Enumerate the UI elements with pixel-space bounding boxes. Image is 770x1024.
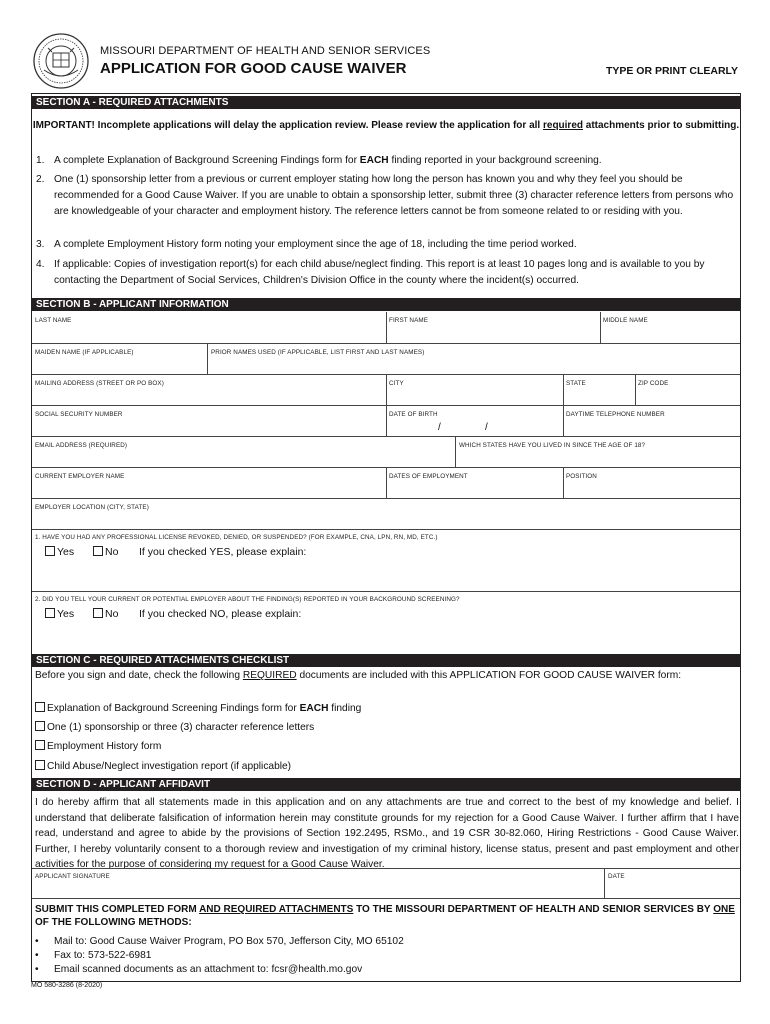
date-label: DATE <box>608 873 625 880</box>
checklist-item-3[interactable]: Employment History form <box>35 739 161 755</box>
phone-label: DAYTIME TELEPHONE NUMBER <box>566 411 665 418</box>
states-lived-label: WHICH STATES HAVE YOU LIVED IN SINCE THE AGE OF 18? <box>459 442 646 449</box>
section-b-heading: SECTION B - APPLICANT INFORMATION <box>32 298 740 311</box>
dob-label: DATE OF BIRTH <box>389 411 438 418</box>
item-number: 4. <box>36 259 45 270</box>
important-notice: IMPORTANT! Incomplete applications will delay the application review. Please review the application for all required attachments prior to submitting. <box>32 120 740 131</box>
submit-method-fax: Fax to: 573-522-6981 <box>54 950 152 961</box>
attachment-item-4: If applicable: Copies of investigation report(s) for each child abuse/neglect finding. This report is at least 10 pages long and is available to you by contacting the Department of Social Services, Children's Division Office in the county where the incident(s) occurred. <box>54 259 705 286</box>
checklist-checkbox[interactable] <box>35 760 45 770</box>
attachment-item-2: One (1) sponsorship letter from a previous or current employer stating how long the person has known you and why they feel you should be recommended for a Good Cause Waiver. If you are unable to obtain a sponsorship letter, submit three (3) character reference letters from persons who are knowledgeable of your character and employment history. The reference letters cannot be from someone related to or residing with you. <box>54 174 734 217</box>
city-label: CITY <box>389 380 404 387</box>
question-1-label: 1. HAVE YOU HAD ANY PROFESSIONAL LICENSE REVOKED, DENIED, OR SUSPENDED? (FOR EXAMPLE, CNA, LPN, RN, MD, ETC.) <box>35 534 438 541</box>
prior-names-label: PRIOR NAMES USED (IF APPLICABLE, LIST FIRST AND LAST NAMES) <box>211 349 425 356</box>
checklist-item-4[interactable]: Child Abuse/Neglect investigation report (if applicable) <box>35 759 291 775</box>
checklist-checkbox[interactable] <box>35 702 45 712</box>
q2-no-checkbox[interactable] <box>93 608 103 618</box>
item-number: 3. <box>36 239 45 250</box>
q2-yes-option[interactable]: Yes <box>45 606 74 622</box>
q2-no-option[interactable]: No <box>93 606 118 622</box>
mailing-address-label: MAILING ADDRESS (STREET OR PO BOX) <box>35 380 164 387</box>
item-number: 2. <box>36 174 45 185</box>
q1-no-option[interactable]: No <box>93 544 118 560</box>
zip-code-label: ZIP CODE <box>638 380 669 387</box>
q1-no-checkbox[interactable] <box>93 546 103 556</box>
section-d-heading: SECTION D - APPLICANT AFFIDAVIT <box>32 778 740 791</box>
position-label: POSITION <box>566 473 597 480</box>
ssn-label: SOCIAL SECURITY NUMBER <box>35 411 123 418</box>
form-number: MO 580-3286 (8-2020) <box>31 982 103 989</box>
checklist-item-1[interactable]: Explanation of Background Screening Findings form for EACH finding <box>35 701 361 717</box>
submit-method-mail: Mail to: Good Cause Waiver Program, PO Box 570, Jefferson City, MO 65102 <box>54 936 404 947</box>
middle-name-label: MIDDLE NAME <box>603 317 648 324</box>
first-name-label: FIRST NAME <box>389 317 429 324</box>
employer-label: CURRENT EMPLOYER NAME <box>35 473 125 480</box>
section-a-heading: SECTION A - REQUIRED ATTACHMENTS <box>32 96 740 109</box>
attachment-item-3: A complete Employment History form noting your employment since the age of 18, including the time period worked. <box>54 239 577 250</box>
checklist-checkbox[interactable] <box>35 721 45 731</box>
question-2-label: 2. DID YOU TELL YOUR CURRENT OR POTENTIAL EMPLOYER ABOUT THE FINDING(S) REPORTED IN YOUR BACKGROUND SCREENING? <box>35 596 460 603</box>
submit-instructions: SUBMIT THIS COMPLETED FORM AND REQUIRED ATTACHMENTS TO THE MISSOURI DEPARTMENT OF HEALTH AND SENIOR SERVICES BY ONE OF THE FOLLOWING METHODS: <box>35 904 735 928</box>
checklist-intro: Before you sign and date, check the following REQUIRED documents are included with this APPLICATION FOR GOOD CAUSE WAIVER form: <box>35 670 682 681</box>
form-body <box>31 93 741 982</box>
state-label: STATE <box>566 380 586 387</box>
dates-employment-label: DATES OF EMPLOYMENT <box>389 473 468 480</box>
item-number: 1. <box>36 155 45 166</box>
q1-yes-checkbox[interactable] <box>45 546 55 556</box>
affidavit-text: I do hereby affirm that all statements made in this application and on any attachments are true and correct to the best of my knowledge and belief. I understand that deliberate falsification of information herein may constitute grounds for my rejection for a Good Cause Waiver. I further affirm that I have read, understand and agree to abide by the provisions of Section 192.2495, RSMo., and 19 CSR 30-82.060, Hiring Restrictions - Good Cause Waiver. Further, I hereby voluntarily consent to a thorough review and investigation of my criminal history, license status, present and past employment and other activities for the purpose of considering my request for a Good Cause Waiver. <box>35 797 739 870</box>
q2-explain-label: If you checked NO, please explain: <box>139 608 302 620</box>
last-name-label: LAST NAME <box>35 317 72 324</box>
state-seal-icon <box>32 32 90 90</box>
form-title: APPLICATION FOR GOOD CAUSE WAIVER <box>100 60 407 77</box>
bullet: • <box>35 936 39 947</box>
dob-separator: / <box>485 422 488 433</box>
q2-yes-checkbox[interactable] <box>45 608 55 618</box>
signature-label: APPLICANT SIGNATURE <box>35 873 110 880</box>
checklist-checkbox[interactable] <box>35 740 45 750</box>
submit-method-email: Email scanned documents as an attachment to: fcsr@health.mo.gov <box>54 964 363 975</box>
email-label: EMAIL ADDRESS (REQUIRED) <box>35 442 128 449</box>
section-c-heading: SECTION C - REQUIRED ATTACHMENTS CHECKLIST <box>32 654 740 667</box>
bullet: • <box>35 964 39 975</box>
bullet: • <box>35 950 39 961</box>
attachment-item-1: A complete Explanation of Background Screening Findings form for EACH finding reported in your background screening. <box>54 155 602 166</box>
checklist-item-2[interactable]: One (1) sponsorship or three (3) character reference letters <box>35 720 314 736</box>
maiden-name-label: MAIDEN NAME (IF APPLICABLE) <box>35 349 134 356</box>
q1-explain-label: If you checked YES, please explain: <box>139 546 307 558</box>
employer-location-label: EMPLOYER LOCATION (CITY, STATE) <box>35 504 149 511</box>
department-name: MISSOURI DEPARTMENT OF HEALTH AND SENIOR SERVICES <box>100 45 431 57</box>
type-print-notice: TYPE OR PRINT CLEARLY <box>605 65 738 77</box>
dob-separator: / <box>438 422 441 433</box>
q1-yes-option[interactable]: Yes <box>45 544 74 560</box>
